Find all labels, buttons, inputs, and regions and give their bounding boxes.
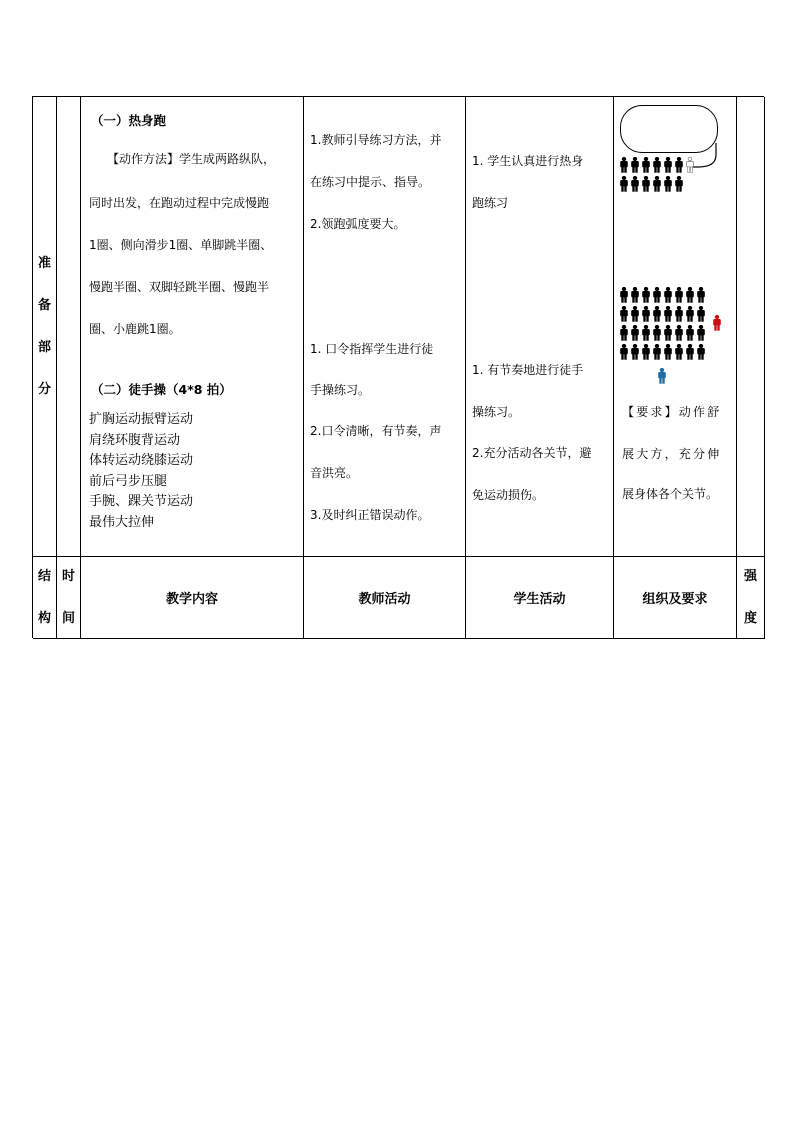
- person-icon: [620, 306, 628, 322]
- requirement-line: 展大方，充分伸: [622, 447, 722, 461]
- header-structure-char: 结: [37, 568, 51, 584]
- exercise-item: 体转运动绕膝运动: [89, 453, 194, 468]
- header-teacher-cell: [304, 557, 466, 639]
- student-exercise-line: 2.充分活动各关节，避: [472, 446, 592, 460]
- student-exercise-line: 操练习。: [472, 405, 521, 419]
- person-icon: [675, 287, 683, 303]
- exercise-item: 手腕、踝关节运动: [89, 494, 194, 509]
- header-organization: 组织及要求: [642, 592, 708, 607]
- content-cell: [81, 97, 304, 557]
- formation-row: [620, 344, 705, 360]
- header-organization-cell: [614, 557, 737, 639]
- person-icon: [653, 344, 661, 360]
- person-icon: [664, 176, 672, 192]
- teacher-warmup-line: 1.教师引导练习方法，并: [310, 133, 442, 147]
- person-icon: [653, 176, 661, 192]
- person-icon: [664, 287, 672, 303]
- warmup-title: （一）热身跑: [91, 113, 167, 128]
- person-icon: [686, 157, 694, 173]
- person-icon: [642, 306, 650, 322]
- exercise-title: （二）徒手操（4*8 拍）: [91, 382, 232, 397]
- person-icon: [697, 344, 705, 360]
- header-structure-cell: [33, 557, 57, 639]
- warmup-method-line: 【动作方法】学生成两路纵队，: [107, 152, 276, 166]
- header-time: [57, 557, 80, 638]
- header-intensity-char: 强: [743, 568, 757, 584]
- person-icon: [642, 287, 650, 303]
- person-icon: [620, 287, 628, 303]
- requirement-line: 展身体各个关节。: [622, 487, 719, 501]
- person-icon: [675, 176, 683, 192]
- teacher-exercise-line: 2.口令清晰，有节奏，声: [310, 424, 442, 438]
- person-icon: [642, 325, 650, 341]
- column-row-1: [620, 157, 694, 173]
- person-icon: [686, 287, 694, 303]
- header-student: 学生活动: [513, 592, 566, 607]
- header-content-cell: [81, 557, 304, 639]
- student-exercise-line: 1. 有节奏地进行徒手: [472, 363, 584, 377]
- exercise-item: 肩绕环腹背运动: [89, 432, 181, 448]
- warmup-method-line: 同时出发，在跑动过程中完成慢跑: [89, 196, 270, 210]
- requirement-line: 【要求】动作舒: [622, 405, 722, 419]
- person-icon: [664, 344, 672, 360]
- person-icon: [675, 344, 683, 360]
- warmup-method-line: 慢跑半圈、双脚轻跳半圈、慢跑半: [89, 280, 270, 294]
- teacher-figure-red: [713, 315, 721, 331]
- student-warmup-line: 跑练习: [472, 196, 509, 210]
- person-icon: [675, 157, 683, 173]
- section-label-char: 部: [37, 339, 51, 355]
- person-icon: [686, 306, 694, 322]
- person-icon: [631, 176, 639, 192]
- person-icon: [697, 325, 705, 341]
- student-warmup-line: 1. 学生认真进行热身: [472, 154, 584, 168]
- exercise-list: [89, 410, 193, 533]
- person-icon: [631, 325, 639, 341]
- section-label-cell: [33, 97, 57, 557]
- teacher-warmup-line: 在练习中提示、指导。: [310, 175, 431, 189]
- header-student-cell: [466, 557, 614, 639]
- person-icon: [631, 344, 639, 360]
- person-icon: [653, 287, 661, 303]
- organization-cell: [614, 97, 737, 557]
- person-icon: [697, 306, 705, 322]
- header-content: 教学内容: [165, 592, 218, 607]
- person-icon: [631, 287, 639, 303]
- section-label-char: 备: [37, 297, 51, 313]
- exercise-item: 扩胸运动振臂运动: [89, 412, 194, 427]
- exercise-item: 前后弓步压腿: [89, 473, 168, 489]
- intensity-cell: [737, 97, 765, 557]
- column-row-2: [620, 176, 683, 192]
- person-icon: [664, 306, 672, 322]
- teacher-exercise-line: 手操练习。: [310, 383, 371, 397]
- person-icon: [642, 176, 650, 192]
- header-intensity-cell: [737, 557, 765, 639]
- person-icon: [697, 287, 705, 303]
- header-time-cell: [57, 557, 81, 639]
- person-icon: [653, 306, 661, 322]
- header-time-char: 间: [61, 610, 75, 626]
- header-intensity: [737, 557, 764, 638]
- time-cell: [57, 97, 81, 557]
- header-teacher: 教师活动: [358, 592, 411, 607]
- section-label-char: 分: [37, 381, 51, 397]
- teacher-activity-cell: [304, 97, 466, 557]
- person-icon: [620, 344, 628, 360]
- header-structure: [33, 557, 56, 638]
- person-icon: [686, 344, 694, 360]
- person-icon: [631, 157, 639, 173]
- person-icon: [664, 325, 672, 341]
- student-activity-cell: [466, 97, 614, 557]
- section-label-char: 准: [37, 255, 51, 271]
- formation-row: [620, 325, 705, 341]
- formation-row: [620, 287, 705, 303]
- person-icon: [675, 325, 683, 341]
- section-label: [33, 97, 56, 556]
- header-structure-char: 构: [37, 610, 51, 626]
- person-icon: [658, 368, 666, 384]
- lesson-plan-table: [32, 96, 764, 638]
- person-icon: [713, 315, 721, 331]
- header-time-char: 时: [61, 568, 75, 584]
- student-exercise-line: 免运动损伤。: [472, 488, 545, 502]
- warmup-method-line: 1圈、侧向滑步1圈、单脚跳半圈、: [89, 238, 273, 252]
- exercise-item: 最伟大拉伸: [89, 514, 155, 530]
- teacher-exercise-line: 音洪亮。: [310, 466, 359, 480]
- person-icon: [653, 157, 661, 173]
- formation-row: [620, 306, 705, 322]
- person-icon: [653, 325, 661, 341]
- teacher-exercise-line: 1. 口令指挥学生进行徒: [310, 342, 434, 356]
- person-icon: [642, 157, 650, 173]
- person-icon: [664, 157, 672, 173]
- header-intensity-char: 度: [743, 610, 757, 626]
- warmup-method-line: 圈、小鹿跳1圈。: [89, 322, 181, 336]
- person-icon: [620, 157, 628, 173]
- person-icon: [620, 176, 628, 192]
- person-icon: [675, 306, 683, 322]
- teacher-warmup-line: 2.领跑弧度要大。: [310, 217, 406, 231]
- teacher-figure-blue: [658, 368, 666, 384]
- person-icon: [642, 344, 650, 360]
- person-icon: [620, 325, 628, 341]
- person-icon: [631, 306, 639, 322]
- person-icon: [686, 325, 694, 341]
- teacher-exercise-line: 3.及时纠正错误动作。: [310, 508, 430, 522]
